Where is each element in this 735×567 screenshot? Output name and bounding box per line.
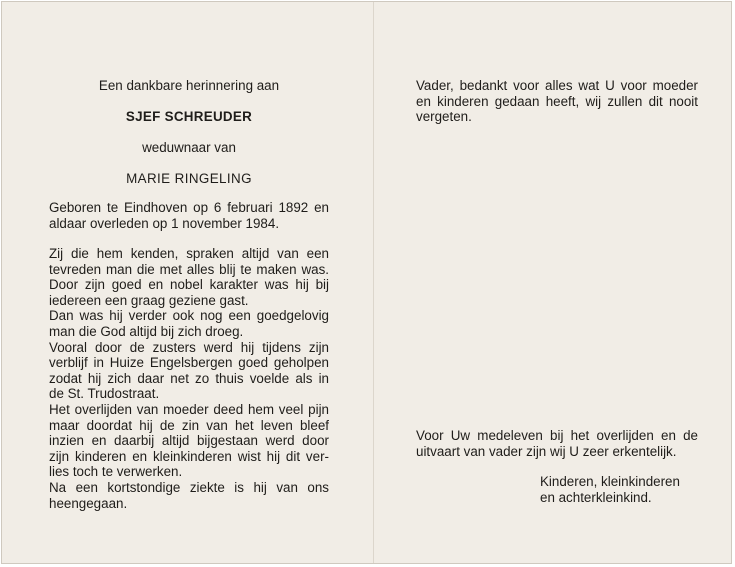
memorial-card xyxy=(1,1,732,564)
sympathy-paragraph xyxy=(416,428,698,459)
birth-death-paragraph xyxy=(49,200,329,231)
birth-line: Geboren te Eindhoven op 6 februari 1892 en xyxy=(49,200,329,215)
tribute-line: iedereen een graag geziene gast. xyxy=(49,292,249,308)
signature-line: en achterkleinkind. xyxy=(540,489,652,505)
spouse-name: MARIE RINGELING xyxy=(126,171,252,186)
tribute-line: zijn kinderen en kleinkinderen wist hij dit ver- xyxy=(49,448,329,464)
tribute-paragraph xyxy=(49,246,329,511)
tribute-line: Zij die hem kenden, spraken altijd van een xyxy=(49,246,329,261)
card-fold-line xyxy=(373,2,374,563)
tribute-line: Door zijn goed en nobel karakter was hij bij xyxy=(49,277,329,293)
signature-line: Kinderen, kleinkinderen xyxy=(540,474,680,489)
tribute-line: Het overlijden van moeder deed hem veel pijn xyxy=(49,401,329,417)
sympathy-line: uitvaart van vader zijn wij U zeer erkentelijk. xyxy=(416,443,677,459)
tribute-line: inzien en daarbij altijd bijgestaan werd door xyxy=(49,433,329,449)
tribute-line: maar doordat hij de zin van het leven bleef xyxy=(49,417,329,433)
relation-text: weduwnaar van xyxy=(142,140,236,155)
tribute-line: tevreden man die met alles blij te maken was. xyxy=(49,261,329,277)
deceased-name: SJEF SCHREUDER xyxy=(125,109,253,124)
thanks-paragraph xyxy=(416,78,698,125)
thanks-line: en kinderen gedaan heeft, wij zullen dit nooit xyxy=(416,93,698,109)
thanks-line: Vader, bedankt voor alles wat U voor moeder xyxy=(416,78,698,93)
signature-block xyxy=(540,474,700,505)
sympathy-line: Voor Uw medeleven bij het overlijden en de xyxy=(416,428,698,443)
thanks-line: vergeten. xyxy=(416,109,472,125)
intro-text: Een dankbare herinnering aan xyxy=(98,78,280,93)
tribute-line: zodat hij zich daar net zo thuis voelde als in xyxy=(49,370,329,386)
tribute-line: Na een kortstondige ziekte is hij van ons xyxy=(49,479,329,495)
birth-line: aldaar overleden op 1 november 1984. xyxy=(49,215,280,231)
tribute-line: Vooral door de zusters werd hij tijdens zijn xyxy=(49,339,329,355)
tribute-line: lies toch te verwerken. xyxy=(49,464,183,480)
tribute-line: verblijf in Huize Engelsbergen goed geholpen xyxy=(49,355,329,371)
tribute-line: de St. Trudostraat. xyxy=(49,386,160,402)
tribute-line: Dan was hij verder ook nog een goedgelovig xyxy=(49,308,329,324)
tribute-line: heengegaan. xyxy=(49,495,128,511)
tribute-line: man die God altijd bij zich droeg. xyxy=(49,323,244,339)
